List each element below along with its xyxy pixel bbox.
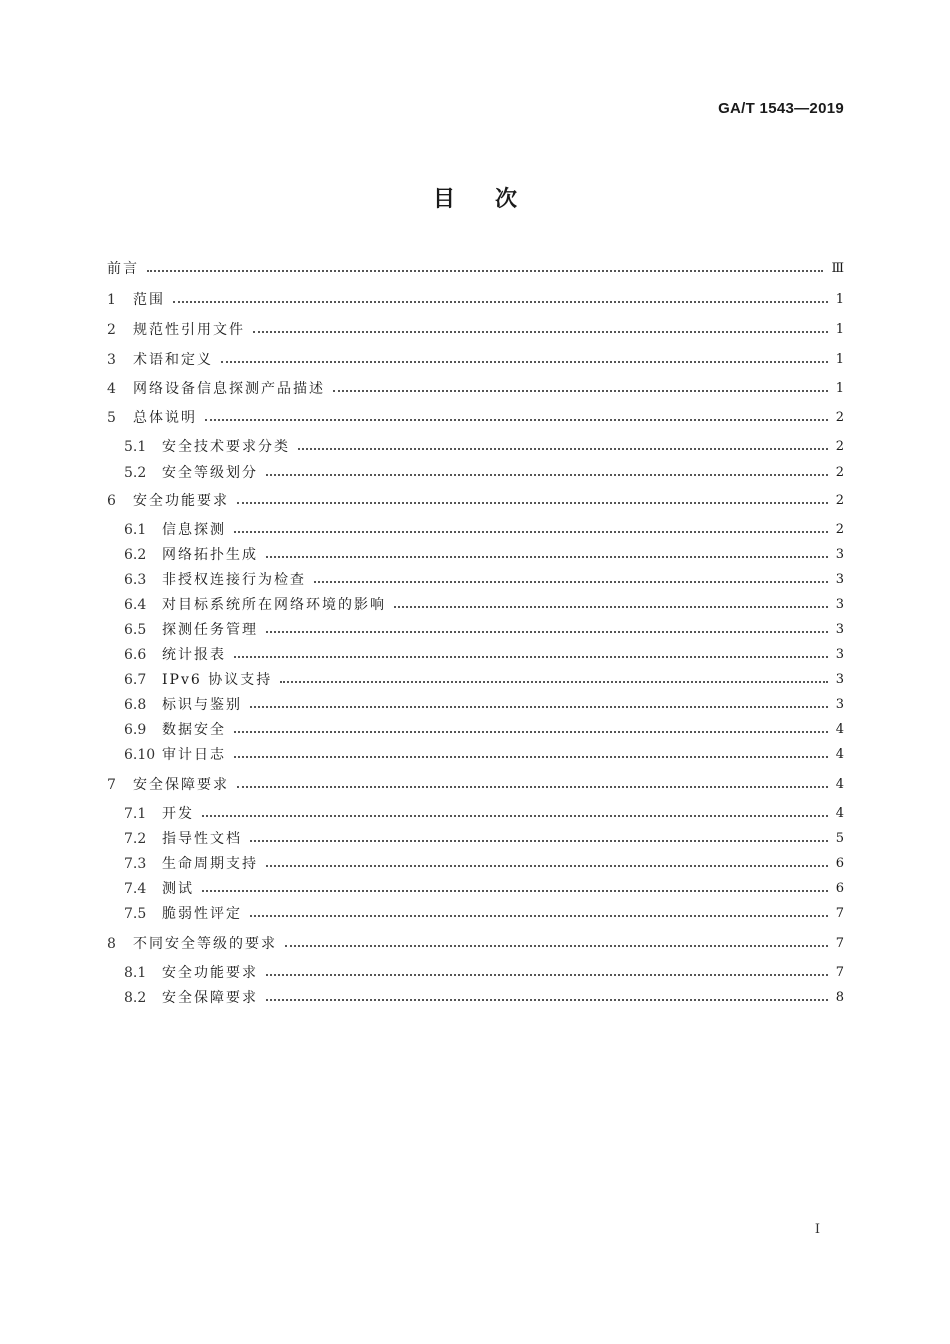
toc-entry-label: 信息探测 — [162, 522, 226, 538]
toc-entry-page: 3 — [835, 597, 844, 612]
toc-dot-leader — [394, 606, 828, 608]
toc-entry-page: 3 — [835, 572, 844, 587]
toc-dot-leader — [266, 865, 828, 867]
toc-entry-number: 6.5 — [124, 622, 147, 638]
toc-entry-page: 3 — [835, 647, 844, 662]
toc-dot-leader — [266, 974, 828, 976]
toc-dot-leader — [234, 531, 828, 533]
toc-dot-leader — [266, 556, 828, 558]
toc-entry[interactable] — [124, 803, 844, 825]
page-title: 目次 — [432, 187, 557, 212]
toc-entry[interactable] — [124, 594, 844, 616]
toc-entry-label: 非授权连接行为检查 — [162, 572, 306, 588]
toc-entry-label: 安全保障要求 — [162, 990, 258, 1006]
standard-number: GA/T 1543—2019 — [718, 100, 844, 117]
toc-entry-label: 安全功能要求 — [133, 493, 229, 509]
toc-entry-number: 3 — [107, 352, 116, 368]
toc-entry-number: 8.2 — [124, 990, 147, 1006]
toc-entry[interactable] — [124, 436, 844, 458]
toc-entry-label: 规范性引用文件 — [133, 322, 245, 338]
toc-entry[interactable] — [124, 744, 844, 766]
toc-entry[interactable] — [107, 258, 844, 280]
toc-entry-number: 4 — [107, 381, 116, 397]
toc-entry[interactable] — [124, 544, 844, 566]
toc-entry-page: 5 — [835, 831, 844, 846]
toc-dot-leader — [280, 681, 828, 683]
toc-entry[interactable] — [107, 407, 844, 429]
toc-entry-page: 3 — [835, 622, 844, 637]
toc-entry[interactable] — [107, 933, 844, 955]
toc-entry-number: 6 — [107, 493, 116, 509]
toc-entry-label: 安全技术要求分类 — [162, 439, 290, 455]
toc-dot-leader — [250, 915, 828, 917]
page-number: I — [814, 1222, 820, 1237]
toc-entry-number: 5.1 — [124, 439, 147, 455]
toc-dot-leader — [253, 331, 828, 333]
toc-entry-number: 6.9 — [124, 722, 147, 738]
toc-dot-leader — [298, 448, 828, 450]
toc-entry-label: 总体说明 — [133, 410, 197, 426]
toc-dot-leader — [173, 301, 828, 303]
toc-entry[interactable] — [124, 878, 844, 900]
toc-dot-leader — [202, 815, 828, 817]
toc-entry[interactable] — [107, 349, 844, 371]
toc-dot-leader — [250, 706, 828, 708]
toc-entry-number: 6.7 — [124, 672, 147, 688]
toc-entry-label: 探测任务管理 — [162, 622, 258, 638]
toc-entry-label: 术语和定义 — [133, 352, 213, 368]
toc-entry-number: 7 — [107, 777, 116, 793]
toc-entry[interactable] — [124, 619, 844, 641]
toc-entry-page: 7 — [835, 936, 844, 951]
toc-dot-leader — [266, 474, 828, 476]
toc-dot-leader — [237, 502, 828, 504]
toc-entry[interactable] — [107, 774, 844, 796]
toc-dot-leader — [266, 631, 828, 633]
toc-entry-number: 7.3 — [124, 856, 147, 872]
toc-entry-page: 6 — [835, 881, 844, 896]
toc-entry-number: 7.1 — [124, 806, 147, 822]
toc-dot-leader — [147, 270, 823, 272]
toc-dot-leader — [333, 390, 828, 392]
toc-dot-leader — [234, 756, 828, 758]
toc-entry[interactable] — [124, 519, 844, 541]
toc-entry-label: 数据安全 — [162, 722, 226, 738]
toc-entry-page: 2 — [835, 410, 844, 425]
toc-entry-page: 1 — [835, 381, 844, 396]
toc-entry[interactable] — [124, 569, 844, 591]
toc-entry-number: 6.1 — [124, 522, 147, 538]
toc-entry-page: 6 — [835, 856, 844, 871]
toc-entry-label: 安全等级划分 — [162, 465, 258, 481]
toc-dot-leader — [202, 890, 828, 892]
toc-dot-leader — [285, 945, 828, 947]
toc-dot-leader — [237, 786, 828, 788]
toc-entry-label: 范围 — [133, 292, 165, 308]
toc-dot-leader — [234, 656, 828, 658]
toc-entry-page: 7 — [835, 965, 844, 980]
toc-entry-label: 前言 — [107, 261, 139, 277]
toc-entry[interactable] — [107, 490, 844, 512]
toc-entry-number: 6.10 — [124, 747, 156, 763]
toc-entry-page: 2 — [835, 465, 844, 480]
toc-entry-label: 安全保障要求 — [133, 777, 229, 793]
toc-entry-number: 8 — [107, 936, 116, 952]
toc-entry-number: 6.2 — [124, 547, 147, 563]
toc-entry-number: 5 — [107, 410, 116, 426]
toc-entry-label: 标识与鉴别 — [162, 697, 242, 713]
toc-entry-label: 脆弱性评定 — [162, 906, 242, 922]
toc-entry-page: 1 — [835, 292, 844, 307]
toc-entry-page: 2 — [835, 522, 844, 537]
toc-entry[interactable] — [107, 378, 844, 400]
toc-entry-label: 对目标系统所在网络环境的影响 — [162, 597, 386, 613]
toc-entry[interactable] — [124, 719, 844, 741]
toc-dot-leader — [234, 731, 828, 733]
toc-dot-leader — [221, 361, 828, 363]
toc-entry-page: 3 — [835, 547, 844, 562]
toc-entry-label: 统计报表 — [162, 647, 226, 663]
toc-entry-page: 8 — [835, 990, 844, 1005]
toc-entry[interactable] — [107, 319, 844, 341]
toc-entry-label: 指导性文档 — [162, 831, 242, 847]
toc-entry-page: Ⅲ — [831, 261, 844, 276]
toc-entry-page: 7 — [835, 906, 844, 921]
toc-entry[interactable] — [124, 853, 844, 875]
toc-entry-number: 6.6 — [124, 647, 147, 663]
toc-entry-number: 6.3 — [124, 572, 147, 588]
toc-entry-number: 6.8 — [124, 697, 147, 713]
toc-entry-label: 网络设备信息探测产品描述 — [133, 381, 325, 397]
toc-entry-label: IPv6 协议支持 — [162, 672, 273, 688]
toc-entry-label: 不同安全等级的要求 — [133, 936, 277, 952]
toc-entry-page: 4 — [835, 777, 844, 792]
toc-entry-page: 1 — [835, 322, 844, 337]
toc-entry[interactable] — [124, 903, 844, 925]
toc-entry-number: 7.2 — [124, 831, 147, 847]
toc-entry[interactable] — [124, 644, 844, 666]
toc-entry-page: 1 — [835, 352, 844, 367]
toc-entry[interactable] — [124, 962, 844, 984]
toc-entry-number: 8.1 — [124, 965, 147, 981]
toc-entry[interactable] — [124, 987, 844, 1009]
toc-entry-page: 4 — [835, 722, 844, 737]
toc-entry[interactable] — [124, 669, 844, 691]
toc-entry[interactable] — [107, 289, 844, 311]
toc-entry-number: 5.2 — [124, 465, 147, 481]
toc-entry-label: 审计日志 — [162, 747, 226, 763]
toc-dot-leader — [205, 419, 828, 421]
toc-entry-number: 7.5 — [124, 906, 147, 922]
toc-entry-page: 3 — [835, 672, 844, 687]
toc-dot-leader — [250, 840, 828, 842]
toc-entry-page: 3 — [835, 697, 844, 712]
toc-entry[interactable] — [124, 828, 844, 850]
toc-dot-leader — [314, 581, 828, 583]
toc-entry-number: 7.4 — [124, 881, 147, 897]
toc-entry-number: 6.4 — [124, 597, 147, 613]
toc-entry-number: 2 — [107, 322, 116, 338]
toc-entry-label: 测试 — [162, 881, 194, 897]
toc-entry-label: 网络拓扑生成 — [162, 547, 258, 563]
toc-entry-page: 2 — [835, 439, 844, 454]
toc-entry[interactable] — [124, 462, 844, 484]
toc-entry-label: 开发 — [162, 806, 194, 822]
toc-entry-page: 2 — [835, 493, 844, 508]
toc-entry-page: 4 — [835, 747, 844, 762]
toc-entry-number: 1 — [107, 292, 116, 308]
toc-entry[interactable] — [124, 694, 844, 716]
toc-dot-leader — [266, 999, 828, 1001]
toc-entry-page: 4 — [835, 806, 844, 821]
toc-entry-label: 安全功能要求 — [162, 965, 258, 981]
toc-entry-label: 生命周期支持 — [162, 856, 258, 872]
